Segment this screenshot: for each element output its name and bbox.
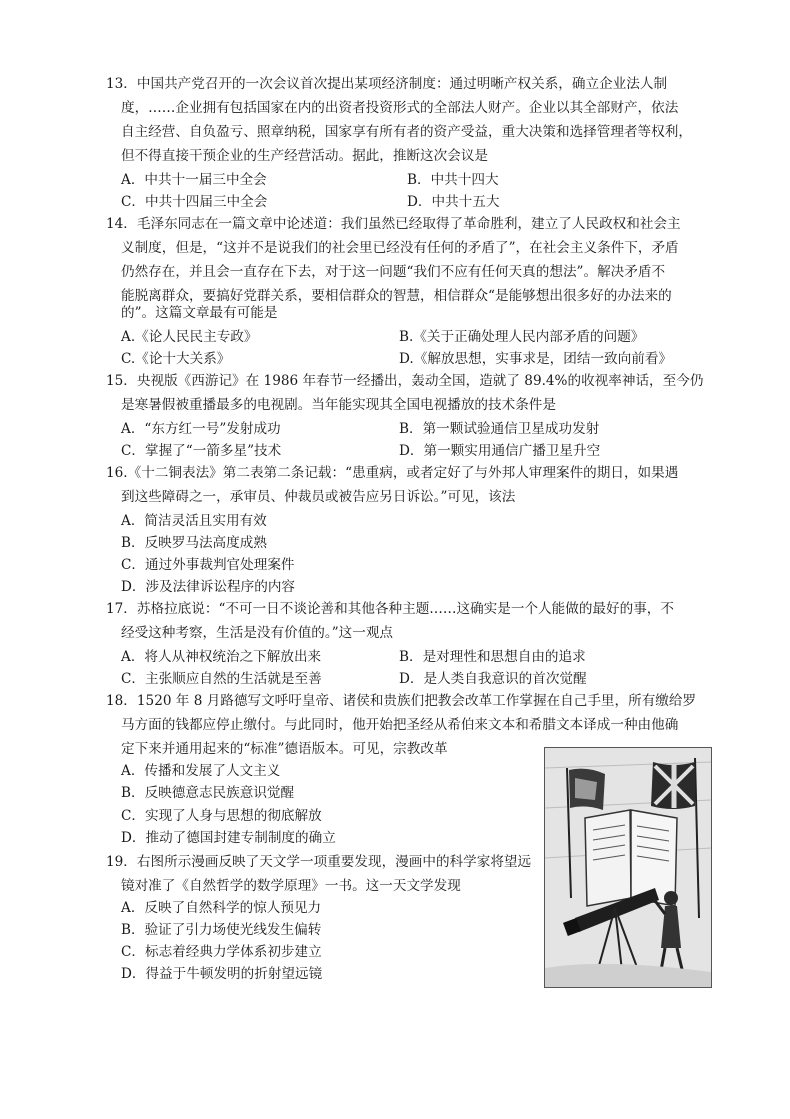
question-15-line-2: 是寒暑假被重播最多的电视剧。当年能实现其全国电视播放的技术条件是 <box>121 397 556 413</box>
question-19-option-c[interactable]: C．标志着经典力学体系初步建立 <box>121 944 322 960</box>
question-14-line-1: 14．毛泽东同志在一篇文章中论述道：我们虽然已经取得了革命胜利，建立了人民政权和社会主 <box>106 216 681 232</box>
question-18-option-a[interactable]: A．传播和发展了人文主义 <box>121 763 281 779</box>
question-15-option-d[interactable]: D．第一颗实用通信广播卫星升空 <box>399 443 601 459</box>
question-17-option-c[interactable]: C．主张顺应自然的生活就是至善 <box>121 671 322 687</box>
question-19-option-a[interactable]: A．反映了自然科学的惊人预见力 <box>121 900 322 916</box>
question-14-line-5: 的”。这篇文章最有可能是 <box>121 305 278 321</box>
question-19-option-d[interactable]: D．得益于牛顿发明的折射望远镜 <box>121 966 323 982</box>
question-14-option-c[interactable]: C.《论十大关系》 <box>121 351 231 367</box>
question-15-option-a[interactable]: A．“东方红一号”发射成功 <box>121 421 281 437</box>
cartoon-drawing <box>545 748 711 987</box>
question-14-line-2: 义制度，但是，“这并不是说我们的社会里已经没有任何的矛盾了”，在社会主义条件下，矛盾 <box>121 240 679 256</box>
question-13-option-d[interactable]: D．中共十五大 <box>407 194 500 210</box>
question-18-line-2: 马方面的钱都应停止缴付。与此同时，他开始把圣经从希伯来文本和希腊文本译成一种由他确 <box>121 717 679 733</box>
question-13-option-b[interactable]: B．中共十四大 <box>407 172 499 188</box>
question-14-line-3: 仍然存在，并且会一直存在下去，对于这一问题“我们不应有任何天真的想法”。解决矛盾不 <box>121 264 666 280</box>
question-19-option-b[interactable]: B．验证了引力场使光线发生偏转 <box>121 922 322 938</box>
question-15-line-1: 15．央视版《西游记》在 1986 年春节一经播出，轰动全国，造就了 89.4%的收视率神话，至今仍 <box>106 373 704 389</box>
question-13-line-3: 自主经营、自负盈亏、照章纳税，国家享有所有者的资产受益，重大决策和选择管理者等权利， <box>121 124 692 140</box>
question-17-option-b[interactable]: B．是对理性和思想自由的追求 <box>399 649 586 665</box>
question-18-option-b[interactable]: B．反映德意志民族意识觉醒 <box>121 785 295 801</box>
question-14-option-a[interactable]: A.《论人民民主专政》 <box>121 329 258 345</box>
question-19-line-1: 19．右图所示漫画反映了天文学一项重要发现，漫画中的科学家将望远 <box>106 854 532 870</box>
question-13-line-4: 但不得直接干预企业的生产经营活动。据此，推断这次会议是 <box>121 148 489 164</box>
question-13-option-c[interactable]: C．中共十四届三中全会 <box>121 194 268 210</box>
question-17-option-d[interactable]: D．是人类自我意识的首次觉醒 <box>399 671 587 687</box>
astronomy-cartoon-illustration <box>544 747 712 988</box>
question-17-option-a[interactable]: A．将人从神权统治之下解放出来 <box>121 649 322 665</box>
question-13-line-1: 13．中国共产党召开的一次会议首次提出某项经济制度：通过明晰产权关系，确立企业法人制 <box>106 76 668 92</box>
question-15-option-c[interactable]: C．掌握了“一箭多星”技术 <box>121 443 282 459</box>
question-13-line-2: 度，……企业拥有包括国家在内的出资者投资形式的全部法人财产。企业以其全部财产，依法 <box>121 100 679 116</box>
question-16-option-c[interactable]: C．通过外事裁判官处理案件 <box>121 557 295 573</box>
question-16-line-2: 到这些障碍之一，承审员、仲裁员或被告应另日诉讼。”可见，该法 <box>121 489 516 505</box>
question-14-line-4: 能脱离群众，要搞好党群关系，要相信群众的智慧，相信群众“是能够想出很多好的办法来的 <box>121 288 672 304</box>
question-17-line-1: 17．苏格拉底说：“不可一日不谈论善和其他各种主题……这确实是一个人能做的最好的事，不 <box>106 601 674 617</box>
question-16-line-1: 16.《十二铜表法》第二表第二条记载：“患重病，或者定好了与外邦人审理案件的期日，如果遇 <box>106 465 679 481</box>
question-19-line-2: 镜对准了《自然哲学的数学原理》一书。这一天文学发现 <box>121 878 461 894</box>
question-13-option-a[interactable]: A．中共十一届三中全会 <box>121 172 267 188</box>
question-18-option-d[interactable]: D．推动了德国封建专制制度的确立 <box>121 830 336 846</box>
question-18-line-3: 定下来并通用起来的“标准”德语版本。可见，宗教改革 <box>121 741 448 757</box>
question-16-option-b[interactable]: B．反映罗马法高度成熟 <box>121 535 267 551</box>
question-14-option-d[interactable]: D.《解放思想，实事求是，团结一致向前看》 <box>399 351 673 367</box>
question-14-option-b[interactable]: B.《关于正确处理人民内部矛盾的问题》 <box>399 329 645 345</box>
question-15-option-b[interactable]: B．第一颗试验通信卫星成功发射 <box>399 421 600 437</box>
question-16-option-a[interactable]: A．简洁灵活且实用有效 <box>121 513 267 529</box>
question-18-line-1: 18．1520 年 8 月路德写文呼吁皇帝、诸侯和贵族们把教会改革工作掌握在自己手里，所有缴给罗 <box>106 693 697 709</box>
question-16-option-d[interactable]: D．涉及法律诉讼程序的内容 <box>121 579 296 595</box>
question-17-line-2: 经受这种考察，生活是没有价值的。”这一观点 <box>121 625 394 641</box>
question-18-option-c[interactable]: C．实现了人身与思想的彻底解放 <box>121 808 322 824</box>
